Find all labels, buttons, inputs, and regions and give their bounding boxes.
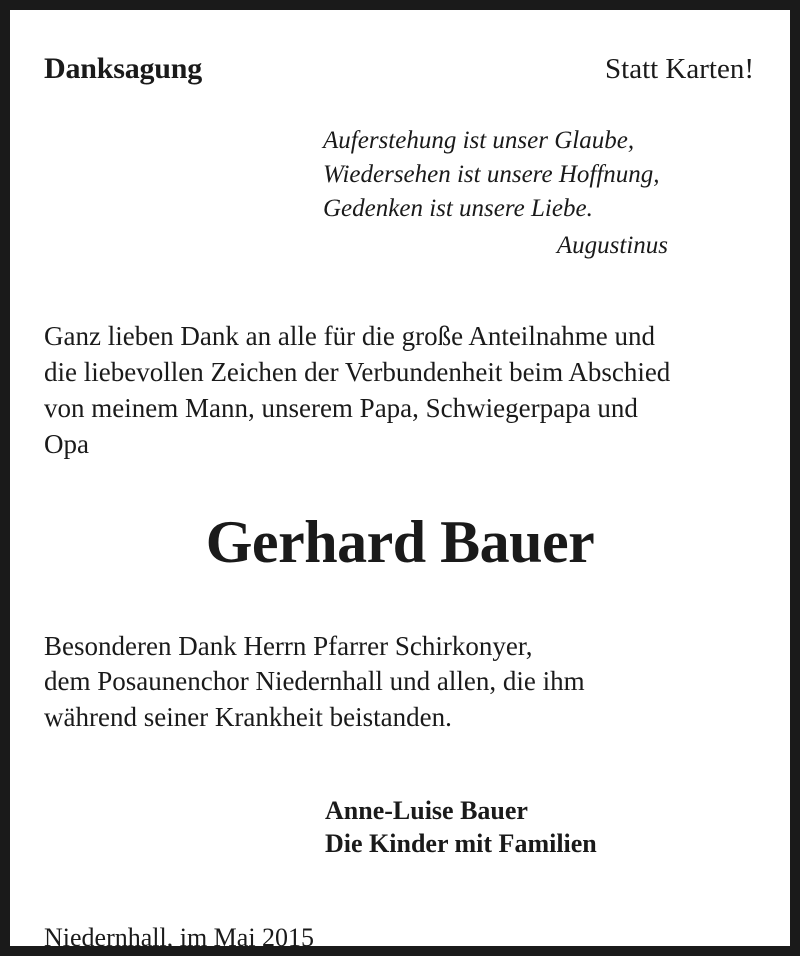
signature-block — [44, 794, 756, 860]
quote-line: Auferstehung ist unser Glaube, — [323, 126, 635, 154]
epitaph-quote — [44, 124, 756, 263]
signature-line: Die Kinder mit Familien — [325, 829, 597, 859]
statt-karten-note: Statt Karten! — [605, 53, 754, 85]
paragraph-line: Opa — [44, 428, 89, 459]
signature-line: Anne-Luise Bauer — [325, 796, 528, 826]
place-and-date: Niedernhall, im Mai 2015 — [44, 923, 315, 953]
special-thanks-paragraph — [44, 629, 756, 737]
quote-attribution: Augustinus — [556, 231, 668, 259]
paragraph-line: die liebevollen Zeichen der Verbundenheit beim Abschied — [44, 356, 671, 387]
paragraph-line: dem Posaunenchor Niedernhall und allen, die ihm — [44, 666, 585, 697]
paragraph-line: Besonderen Dank Herrn Pfarrer Schirkonyer, — [44, 630, 533, 661]
paragraph-line: Ganz lieben Dank an alle für die große Anteilnahme und — [44, 320, 656, 351]
page-title: Danksagung — [44, 52, 203, 85]
thanks-paragraph — [44, 319, 756, 463]
deceased-name: Gerhard Bauer — [205, 508, 595, 575]
quote-line: Wiedersehen ist unsere Hoffnung, — [323, 161, 660, 189]
notice-header — [44, 52, 756, 86]
paragraph-line: von meinem Mann, unserem Papa, Schwiegerpapa und — [44, 392, 638, 423]
quote-line: Gedenken ist unsere Liebe. — [323, 195, 593, 223]
paragraph-line: während seiner Krankheit beistanden. — [44, 702, 452, 733]
